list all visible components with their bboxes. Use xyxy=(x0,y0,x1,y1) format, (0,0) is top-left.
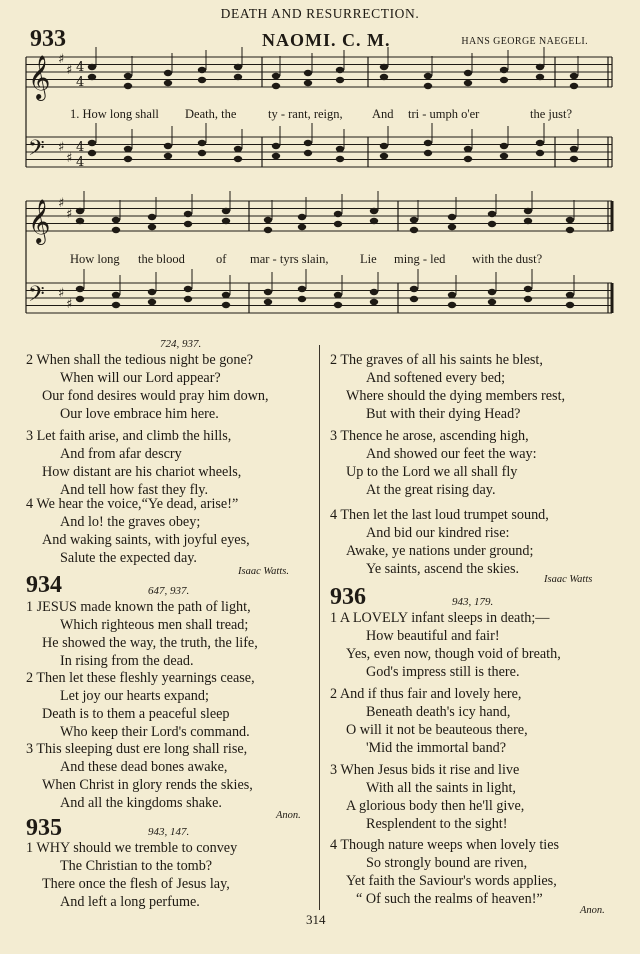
verse-line: Resplendent to the sight! xyxy=(366,816,508,832)
note-head xyxy=(380,64,388,70)
verse-line: The Christian to the tomb? xyxy=(60,858,213,874)
verse-line: Salute the expected day. xyxy=(60,550,197,566)
tune-name: NAOMI. C. M. xyxy=(262,30,391,50)
note-head xyxy=(198,140,206,146)
verse-line: A glorious body then he'll give, xyxy=(346,798,525,814)
verse-line: 1 JESUS made known the path of light, xyxy=(26,599,251,615)
note-head xyxy=(148,214,156,220)
sharp-icon: ♯ xyxy=(58,140,65,155)
note-head xyxy=(124,146,132,152)
note-head xyxy=(272,73,280,79)
hymn-935-tunes: 943, 147. xyxy=(148,826,190,838)
verse-line: Our love embrace him here. xyxy=(60,406,219,422)
note-head xyxy=(488,299,496,305)
note-head xyxy=(76,218,84,224)
note-head xyxy=(524,218,532,224)
page-number: 314 xyxy=(306,912,326,927)
sharp-icon: ♯ xyxy=(66,297,73,312)
note-head xyxy=(234,146,242,152)
note-head xyxy=(198,67,206,73)
lyric-line1-a: 1. How long shall xyxy=(70,107,159,121)
verse-line: At the great rising day. xyxy=(366,482,496,498)
verse-line: O will it not be beauteous there, xyxy=(346,722,528,738)
hymn-number-933: 933 xyxy=(30,26,66,52)
note-head xyxy=(524,286,532,292)
verse-line: Yes, even now, though void of breath, xyxy=(346,646,561,662)
note-head xyxy=(304,150,312,156)
note-head xyxy=(184,221,192,227)
note-head xyxy=(334,211,342,217)
note-head xyxy=(536,150,544,156)
note-head xyxy=(448,214,456,220)
note-head xyxy=(410,227,418,233)
note-head xyxy=(370,289,378,295)
note-head xyxy=(304,140,312,146)
verse-line: 3 Let faith arise, and climb the hills, xyxy=(26,428,232,444)
note-head xyxy=(148,224,156,230)
note-head xyxy=(272,83,280,89)
note-head xyxy=(222,292,230,298)
verse-line: And from afar descry xyxy=(60,446,182,462)
verse-line: How beautiful and fair! xyxy=(366,628,500,644)
lyric-line2-b: the blood xyxy=(138,252,185,266)
sharp-icon: ♯ xyxy=(58,52,65,67)
note-head xyxy=(424,73,432,79)
note-head xyxy=(424,140,432,146)
verse-line: With all the saints in light, xyxy=(366,780,516,796)
sharp-icon: ♯ xyxy=(58,196,65,211)
sharp-icon: ♯ xyxy=(58,286,65,301)
verse-line: 3 When Jesus bids it rise and live xyxy=(330,762,520,778)
note-head xyxy=(500,77,508,83)
verse-line: When Christ in glory rends the skies, xyxy=(42,777,253,793)
verse-line: Who keep their Lord's command. xyxy=(60,724,250,740)
note-head xyxy=(336,67,344,73)
note-head xyxy=(570,146,578,152)
hymn-number-936: 936 xyxy=(330,584,366,610)
verse-line: “ Of such the realms of heaven!” xyxy=(356,891,543,907)
verse-line: And lo! the graves obey; xyxy=(60,514,201,530)
note-head xyxy=(164,70,172,76)
verse-line: Our fond desires would pray him down, xyxy=(42,388,269,404)
verse-line: So strongly bound are riven, xyxy=(366,855,528,871)
note-head xyxy=(370,299,378,305)
hymn-933-tunes: 724, 937. xyxy=(160,338,202,350)
verse-line: And tell how fast they fly. xyxy=(60,482,209,498)
sharp-icon: ♯ xyxy=(66,151,73,166)
note-head xyxy=(334,292,342,298)
note-head xyxy=(500,67,508,73)
note-head xyxy=(76,296,84,302)
note-head xyxy=(570,83,578,89)
note-head xyxy=(524,208,532,214)
hymn-number-935: 935 xyxy=(26,815,62,841)
verse-line: Ye saints, ascend the skies. xyxy=(366,561,520,577)
lyric-line1-c: ty - rant, reign, xyxy=(268,107,343,121)
note-head xyxy=(264,299,272,305)
hymn-number-934: 934 xyxy=(26,572,62,598)
note-head xyxy=(524,296,532,302)
verse-line: And showed our feet the way: xyxy=(366,446,537,462)
note-head xyxy=(488,289,496,295)
note-head xyxy=(566,217,574,223)
verse-line: But with their dying Head? xyxy=(366,406,521,422)
note-head xyxy=(336,156,344,162)
music-score xyxy=(0,0,640,340)
note-head xyxy=(222,218,230,224)
note-head xyxy=(148,289,156,295)
verse-line: 3 This sleeping dust ere long shall rise, xyxy=(26,741,248,757)
verse-line: God's impress still is there. xyxy=(366,664,520,680)
note-head xyxy=(410,296,418,302)
note-head xyxy=(370,218,378,224)
treble-clef-icon: 𝄞 xyxy=(28,199,51,243)
note-head xyxy=(410,286,418,292)
note-head xyxy=(536,74,544,80)
note-head xyxy=(334,302,342,308)
verse-line: 2 When shall the tedious night be gone? xyxy=(26,352,254,368)
note-head xyxy=(272,153,280,159)
composer-name: HANS GEORGE NAEGELI. xyxy=(461,36,588,47)
verse-line: And waking saints, with joyful eyes, xyxy=(42,532,250,548)
time-signature-top: 4 xyxy=(76,60,85,75)
note-head xyxy=(222,208,230,214)
section-title: DEATH AND RESURRECTION. xyxy=(220,6,420,21)
verse-line: 2 Then let these fleshly yearnings cease, xyxy=(26,670,255,686)
lyric-line1-d: And xyxy=(372,107,394,121)
verse-line: He showed the way, the truth, the life, xyxy=(42,635,258,651)
verse-line: Awake, ye nations under ground; xyxy=(346,543,534,559)
hymn-933-author: Isaac Watts. xyxy=(238,566,289,577)
note-head xyxy=(566,227,574,233)
note-head xyxy=(234,74,242,80)
note-head xyxy=(488,211,496,217)
note-head xyxy=(298,296,306,302)
note-head xyxy=(76,208,84,214)
note-head xyxy=(570,73,578,79)
note-head xyxy=(298,214,306,220)
note-head xyxy=(448,302,456,308)
hymn-936-author: Anon. xyxy=(580,905,605,916)
note-head xyxy=(88,74,96,80)
note-head xyxy=(536,140,544,146)
note-head xyxy=(464,70,472,76)
note-head xyxy=(184,286,192,292)
note-head xyxy=(570,156,578,162)
note-head xyxy=(336,146,344,152)
note-head xyxy=(448,224,456,230)
note-head xyxy=(88,140,96,146)
note-head xyxy=(566,302,574,308)
lyric-line2-d: mar - tyrs slain, xyxy=(250,252,329,266)
verse-line: And left a long perfume. xyxy=(60,894,200,910)
verse-line: 2 The graves of all his saints he blest, xyxy=(330,352,543,368)
time-signature-bottom: 4 xyxy=(76,75,85,90)
time-signature-bottom: 4 xyxy=(76,155,85,170)
lyric-line2-c: of xyxy=(216,252,227,266)
lyric-line1-f: the just? xyxy=(530,107,573,121)
note-head xyxy=(164,143,172,149)
note-head xyxy=(198,150,206,156)
verse-line: Yet faith the Saviour's words applies, xyxy=(346,873,557,889)
note-head xyxy=(488,221,496,227)
verse-line: 4 Though nature weeps when lovely ties xyxy=(330,837,560,853)
lyric-line2-f: ming - led xyxy=(394,252,446,266)
lyric-line2-g: with the dust? xyxy=(472,252,543,266)
verse-line: Beneath death's icy hand, xyxy=(366,704,511,720)
note-head xyxy=(112,292,120,298)
verse-line: Up to the Lord we all shall fly xyxy=(346,464,518,480)
hymn-936-tunes: 943, 179. xyxy=(452,596,494,608)
note-head xyxy=(500,153,508,159)
verse-line: Let joy our hearts expand; xyxy=(60,688,209,704)
note-head xyxy=(222,302,230,308)
note-head xyxy=(112,227,120,233)
lyric-line2-a: How long xyxy=(70,252,120,266)
note-head xyxy=(264,289,272,295)
verse-line: 4 Then let the last loud trumpet sound, xyxy=(330,507,549,523)
verse-line: There once the flesh of Jesus lay, xyxy=(42,876,230,892)
verse-line: In rising from the dead. xyxy=(60,653,194,669)
verse-line: And these dead bones awake, xyxy=(60,759,228,775)
note-head xyxy=(264,217,272,223)
note-head xyxy=(124,73,132,79)
verse-line: Where should the dying members rest, xyxy=(346,388,566,404)
note-head xyxy=(304,80,312,86)
verse-line: Which righteous men shall tread; xyxy=(60,617,249,633)
column-divider xyxy=(319,345,320,910)
note-head xyxy=(264,227,272,233)
note-head xyxy=(148,299,156,305)
note-head xyxy=(298,286,306,292)
hymn-934-tunes: 647, 937. xyxy=(148,585,190,597)
treble-clef-icon: 𝄞 xyxy=(28,55,51,99)
note-head xyxy=(410,217,418,223)
verse-line: 1 WHY should we tremble to convey xyxy=(26,840,238,856)
note-head xyxy=(198,77,206,83)
sharp-icon: ♯ xyxy=(66,207,73,222)
verse-line: 1 A LOVELY infant sleeps in death;— xyxy=(330,610,550,626)
verse-line: 'Mid the immortal band? xyxy=(366,740,507,756)
verse-line: Death is to them a peaceful sleep xyxy=(42,706,230,722)
note-head xyxy=(380,153,388,159)
bass-clef-icon: 𝄢 xyxy=(28,136,45,166)
note-head xyxy=(448,292,456,298)
verse-line: 3 Thence he arose, ascending high, xyxy=(330,428,529,444)
note-head xyxy=(334,221,342,227)
note-head xyxy=(234,156,242,162)
note-head xyxy=(164,153,172,159)
lyric-line1-e: tri - umph o'er xyxy=(408,107,480,121)
note-head xyxy=(536,64,544,70)
note-head xyxy=(124,156,132,162)
note-head xyxy=(304,70,312,76)
note-head xyxy=(164,80,172,86)
note-head xyxy=(500,143,508,149)
sharp-icon: ♯ xyxy=(66,63,73,78)
verse-line: 2 And if thus fair and lovely here, xyxy=(330,686,522,702)
note-head xyxy=(76,286,84,292)
note-head xyxy=(184,296,192,302)
lyric-line1-b: Death, the xyxy=(185,107,237,121)
lyric-line2-e: Lie xyxy=(360,252,377,266)
note-head xyxy=(424,150,432,156)
note-head xyxy=(370,208,378,214)
note-head xyxy=(124,83,132,89)
note-head xyxy=(336,77,344,83)
verse-line: When will our Lord appear? xyxy=(60,370,221,386)
note-head xyxy=(424,83,432,89)
hymn-935-author: Isaac Watts xyxy=(544,574,593,585)
time-signature-top: 4 xyxy=(76,140,85,155)
note-head xyxy=(298,224,306,230)
verse-line: And bid our kindred rise: xyxy=(366,525,510,541)
note-head xyxy=(112,302,120,308)
note-head xyxy=(566,292,574,298)
note-head xyxy=(380,74,388,80)
bass-clef-icon: 𝄢 xyxy=(28,282,45,312)
note-head xyxy=(184,211,192,217)
verse-line: 4 We hear the voice,“Ye dead, arise!” xyxy=(26,496,239,512)
note-head xyxy=(464,80,472,86)
note-head xyxy=(380,143,388,149)
verse-line: And softened every bed; xyxy=(366,370,506,386)
verse-line: How distant are his chariot wheels, xyxy=(42,464,242,480)
hymn-934-author: Anon. xyxy=(276,810,301,821)
note-head xyxy=(234,64,242,70)
note-head xyxy=(464,146,472,152)
verse-line: And all the kingdoms shake. xyxy=(60,795,222,811)
note-head xyxy=(112,217,120,223)
note-head xyxy=(272,143,280,149)
note-head xyxy=(88,64,96,70)
note-head xyxy=(88,150,96,156)
note-head xyxy=(464,156,472,162)
